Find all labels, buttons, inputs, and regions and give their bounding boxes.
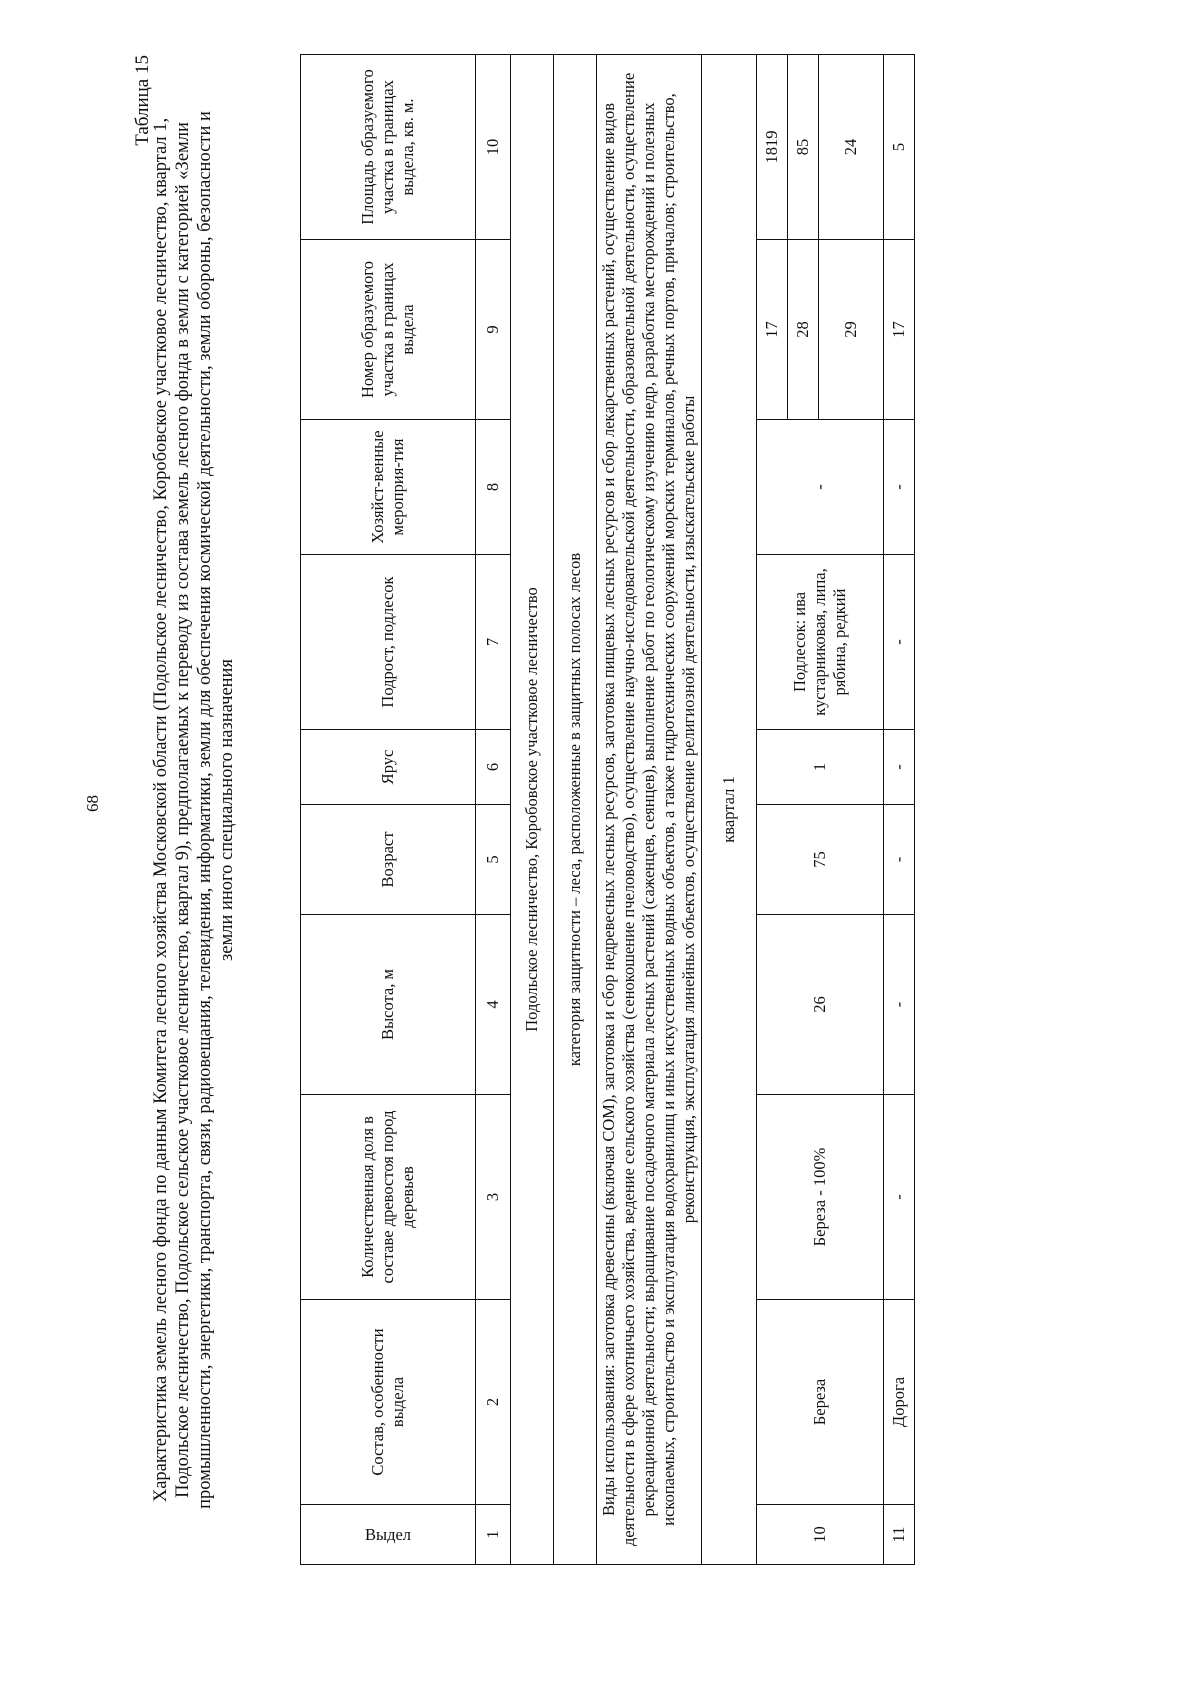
header-plot-area: Площадь образуемого участка в границах выдела, кв. м. <box>301 54 476 239</box>
column-number: 9 <box>476 239 511 419</box>
cell-share: - <box>884 1095 915 1300</box>
column-number: 4 <box>476 915 511 1095</box>
cell-vydel: 11 <box>884 1505 915 1565</box>
cell-plot-number: 29 <box>819 239 884 419</box>
cell-undergrowth: - <box>884 555 915 730</box>
table-row <box>757 54 788 1564</box>
cell-plot-number: 17 <box>757 239 788 419</box>
cell-plot-number: 17 <box>884 239 915 419</box>
cell-vydel: 10 <box>757 1505 884 1565</box>
column-number: 7 <box>476 555 511 730</box>
column-number: 8 <box>476 420 511 555</box>
column-number: 1 <box>476 1505 511 1565</box>
column-number: 5 <box>476 805 511 915</box>
cell-measures: - <box>884 420 915 555</box>
column-number: 2 <box>476 1300 511 1505</box>
cell-plot-area: 24 <box>819 54 884 239</box>
cell-height: 26 <box>757 915 884 1095</box>
header-height: Высота, м <box>301 915 476 1095</box>
cell-composition: Береза <box>757 1300 884 1505</box>
column-number-row <box>476 54 511 1564</box>
section-forestry: Подольское лесничество, Коробовское участковое лесничество <box>511 54 554 1564</box>
page-number: 68 <box>83 795 102 812</box>
cell-plot-area: 5 <box>884 54 915 239</box>
column-number: 6 <box>476 730 511 805</box>
column-number: 3 <box>476 1095 511 1300</box>
header-row <box>301 54 476 1564</box>
column-number: 10 <box>476 54 511 239</box>
usage-row <box>597 54 702 1564</box>
cell-height: - <box>884 915 915 1095</box>
header-vydel: Выдел <box>301 1505 476 1565</box>
header-tier: Ярус <box>301 730 476 805</box>
cell-measures: - <box>757 420 884 555</box>
header-undergrowth: Подрост, подлесок <box>301 555 476 730</box>
header-plot-number: Номер образуемого участка в границах выдела <box>301 239 476 419</box>
cell-age: 75 <box>757 805 884 915</box>
table-caption: Характеристика земель лесного фонда по данным Комитета лесного хозяйства Московской области (Подольское лесничество, Коробовское участковое лесничество, квартал 1, Подольское лесничество, Подольское сельское участковое лесничество, квартал 9), предполагаемых к переводу из состава земель лесного фонда в земли с категорией «Земли промышленности, энергетики, транспорта, связи, радиовещания, телевидения, информатики, земли для обеспечения космической деятельности, земли обороны, безопасности и земли иного специального назначения <box>151 111 237 1509</box>
section-category-row <box>554 54 597 1564</box>
quarter-row <box>702 54 757 1564</box>
cell-plot-area: 85 <box>788 54 819 239</box>
forest-land-table <box>300 54 915 1565</box>
cell-age: - <box>884 805 915 915</box>
header-share: Количественная доля в составе древостоя пород деревьев <box>301 1095 476 1300</box>
section-forestry-row <box>511 54 554 1564</box>
header-composition: Состав, особенности выдела <box>301 1300 476 1505</box>
cell-undergrowth: Подлесок: ива кустарниковая, липа, рябина, редкий <box>757 555 884 730</box>
quarter-label: квартал 1 <box>702 54 757 1564</box>
cell-composition: Дорога <box>884 1300 915 1505</box>
table-label: Таблица 15 <box>132 55 153 146</box>
table-row <box>884 54 915 1564</box>
header-measures: Хозяйст-венные мероприя-тия <box>301 420 476 555</box>
usage-description: Виды использования: заготовка древесины (включая СОМ), заготовка и сбор недревесных лесных ресурсов, заготовка пищевых лесных ресурсов и сбор лекарственных растений, осуществление видов деятельности в сфере охотничьего хозяйства, ведение сельского хозяйства (сенокошение пчеловодство), осуществление научно-исследовательской деятельности, образовательной деятельности, осуществление рекреационной деятельности; выращивание посадочного материала лесных растений (саженцев, сеянцев), выполнение работ по геологическому изучению недр, разработка месторождений и полезных ископаемых, строительство и эксплуатация водохранилищ и иных искусственных водных объектов, а также гидротехнических сооружений морских терминалов, речных портов, причалов; строительство, реконструкция, эксплуатация линейных объектов, осуществление религиозной деятельности, изыскательские работы <box>597 54 702 1564</box>
rotated-sheet <box>132 55 908 1565</box>
cell-tier: - <box>884 730 915 805</box>
cell-tier: 1 <box>757 730 884 805</box>
header-age: Возраст <box>301 805 476 915</box>
cell-share: Береза - 100% <box>757 1095 884 1300</box>
cell-plot-area: 1819 <box>757 54 788 239</box>
cell-plot-number: 28 <box>788 239 819 419</box>
section-category: категория защитности – леса, расположенные в защитных полосах лесов <box>554 54 597 1564</box>
